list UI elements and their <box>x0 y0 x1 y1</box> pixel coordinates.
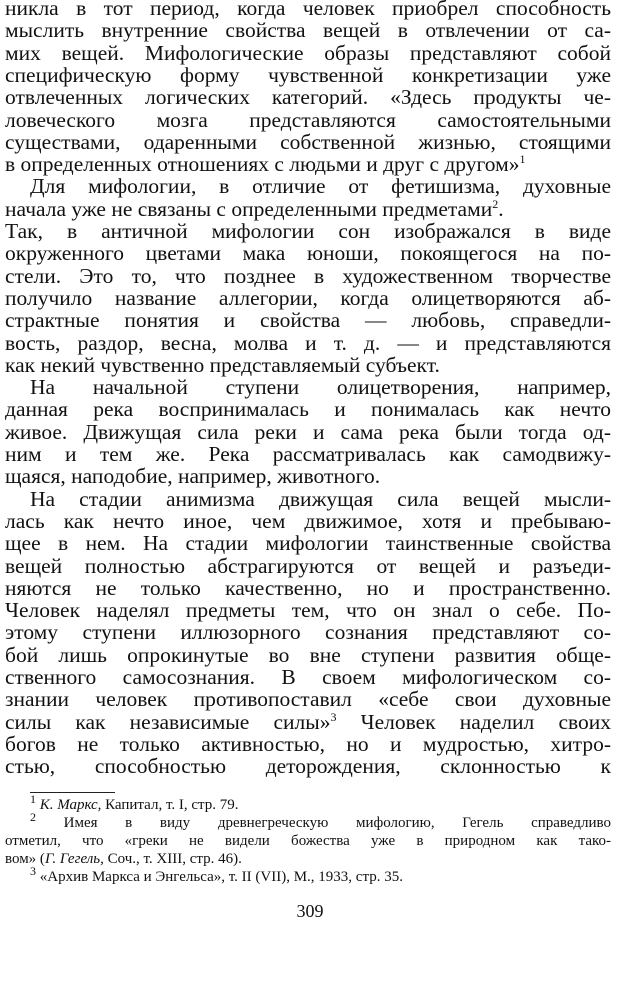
text-line: специфическую форму чувственной конкретизации уже <box>5 62 611 87</box>
text-line: вещей полностью абстрагируются от вещей и разъеди- <box>5 553 611 578</box>
text-line: ним и тем же. Река рассматривалась как самодвижу- <box>5 442 611 466</box>
page-number: 309 <box>296 900 324 921</box>
text-line: живое. Движущая сила реки и сама река были тогда од- <box>5 419 611 444</box>
text-line: лась как нечто иное, чем движимое, хотя и пребываю- <box>5 508 611 533</box>
text-line: как некий чувственно представляемый субъект. <box>5 352 440 377</box>
text-line: мих вещей. Мифологические образы представляют собой <box>5 40 611 65</box>
text-line: в определенных отношениях с людьми и друг с другом»$^1$ <box>5 151 526 177</box>
footnote-2-end: вом» (Г. Гегель, Соч., т. XIII, стр. 46). <box>5 850 242 867</box>
text-line: стели. Это то, что позднее в художественном творчестве <box>5 263 611 288</box>
footnote-1: $^1$ К. Маркс, Капитал, т. I, стр. 79. <box>30 791 239 813</box>
text-line: никла в тот период, когда человек приобрел способность <box>5 0 611 20</box>
text-line: вость, раздор, весна, молва и т. д. — и представляются <box>5 330 611 355</box>
text-line: стью, способностью деторождения, склонностью к <box>5 754 611 779</box>
text-line: окруженного цветами мака юноши, покоящегося на по- <box>5 241 611 266</box>
text-line: ловеческого мозга представляются самостоятельными <box>5 107 611 132</box>
text-line: На стадии анимизма движущая сила вещей мысли- <box>30 486 611 511</box>
footnote-3: $^3$ «Архив Маркса и Энгельса», т. II (VII), М., 1933, стр. 35. <box>30 863 403 885</box>
text-line: знании человек противопоставил «себе свои духовные <box>5 687 611 712</box>
footnote-2-cont: отметил, что «греки не видели божества уже в природном как тако- <box>5 832 611 849</box>
text-line: мыслить внутренние свойства вещей в отвлечении от са- <box>5 18 611 43</box>
text-line: существами, одаренными собственной жизнью, стоящими <box>5 129 611 154</box>
text-line: начала уже не связаны с определенными предметами$^2$. <box>5 196 504 221</box>
text-line: отвлеченных логических категорий. «Здесь продукты че- <box>5 85 611 110</box>
text-line: бой лишь опрокинутые во вне ступени развития обще- <box>5 642 611 667</box>
text-line: страктные понятия и свойства — любовь, справедли- <box>5 308 611 333</box>
text-line: Так, в античной мифологии сон изображался в виде <box>5 219 611 243</box>
footnote-mark: 1 <box>519 151 526 166</box>
text-line: Для мифологии, в отличие от фетишизма, духовные <box>30 174 611 199</box>
footnote-mark: 3 <box>330 709 337 724</box>
text-line: На начальной ступени олицетворения, например, <box>30 375 611 400</box>
footnote-2: $^2$ Имея в виду древнегреческую мифологию, Гегель справедливо <box>30 809 611 831</box>
footnote-divider <box>30 792 115 793</box>
text-line: данная река воспринималась и понималась как нечто <box>5 397 611 422</box>
text-line: богов не только активностью, но и мудростью, хитро- <box>5 731 611 756</box>
text-line: няются не только качественно, но и пространственно. <box>5 575 611 600</box>
text-line: щее в нем. На стадии мифологии таинственные свойства <box>5 531 611 556</box>
text-line: силы как независимые силы»$^3$ Человек наделил своих <box>5 709 612 734</box>
text-line: этому ступени иллюзорного сознания представляют со- <box>5 620 611 645</box>
text-line: щаяся, наподобие, например, животного. <box>5 464 381 489</box>
text-line: Человек наделял предметы тем, что он знал о себе. По- <box>5 598 611 623</box>
text-line: получило название аллегории, когда олицетворяются аб- <box>5 285 611 310</box>
text-line: ственного самосознания. В своем мифологическом со- <box>5 665 611 689</box>
footnote-mark: 2 <box>492 196 499 211</box>
